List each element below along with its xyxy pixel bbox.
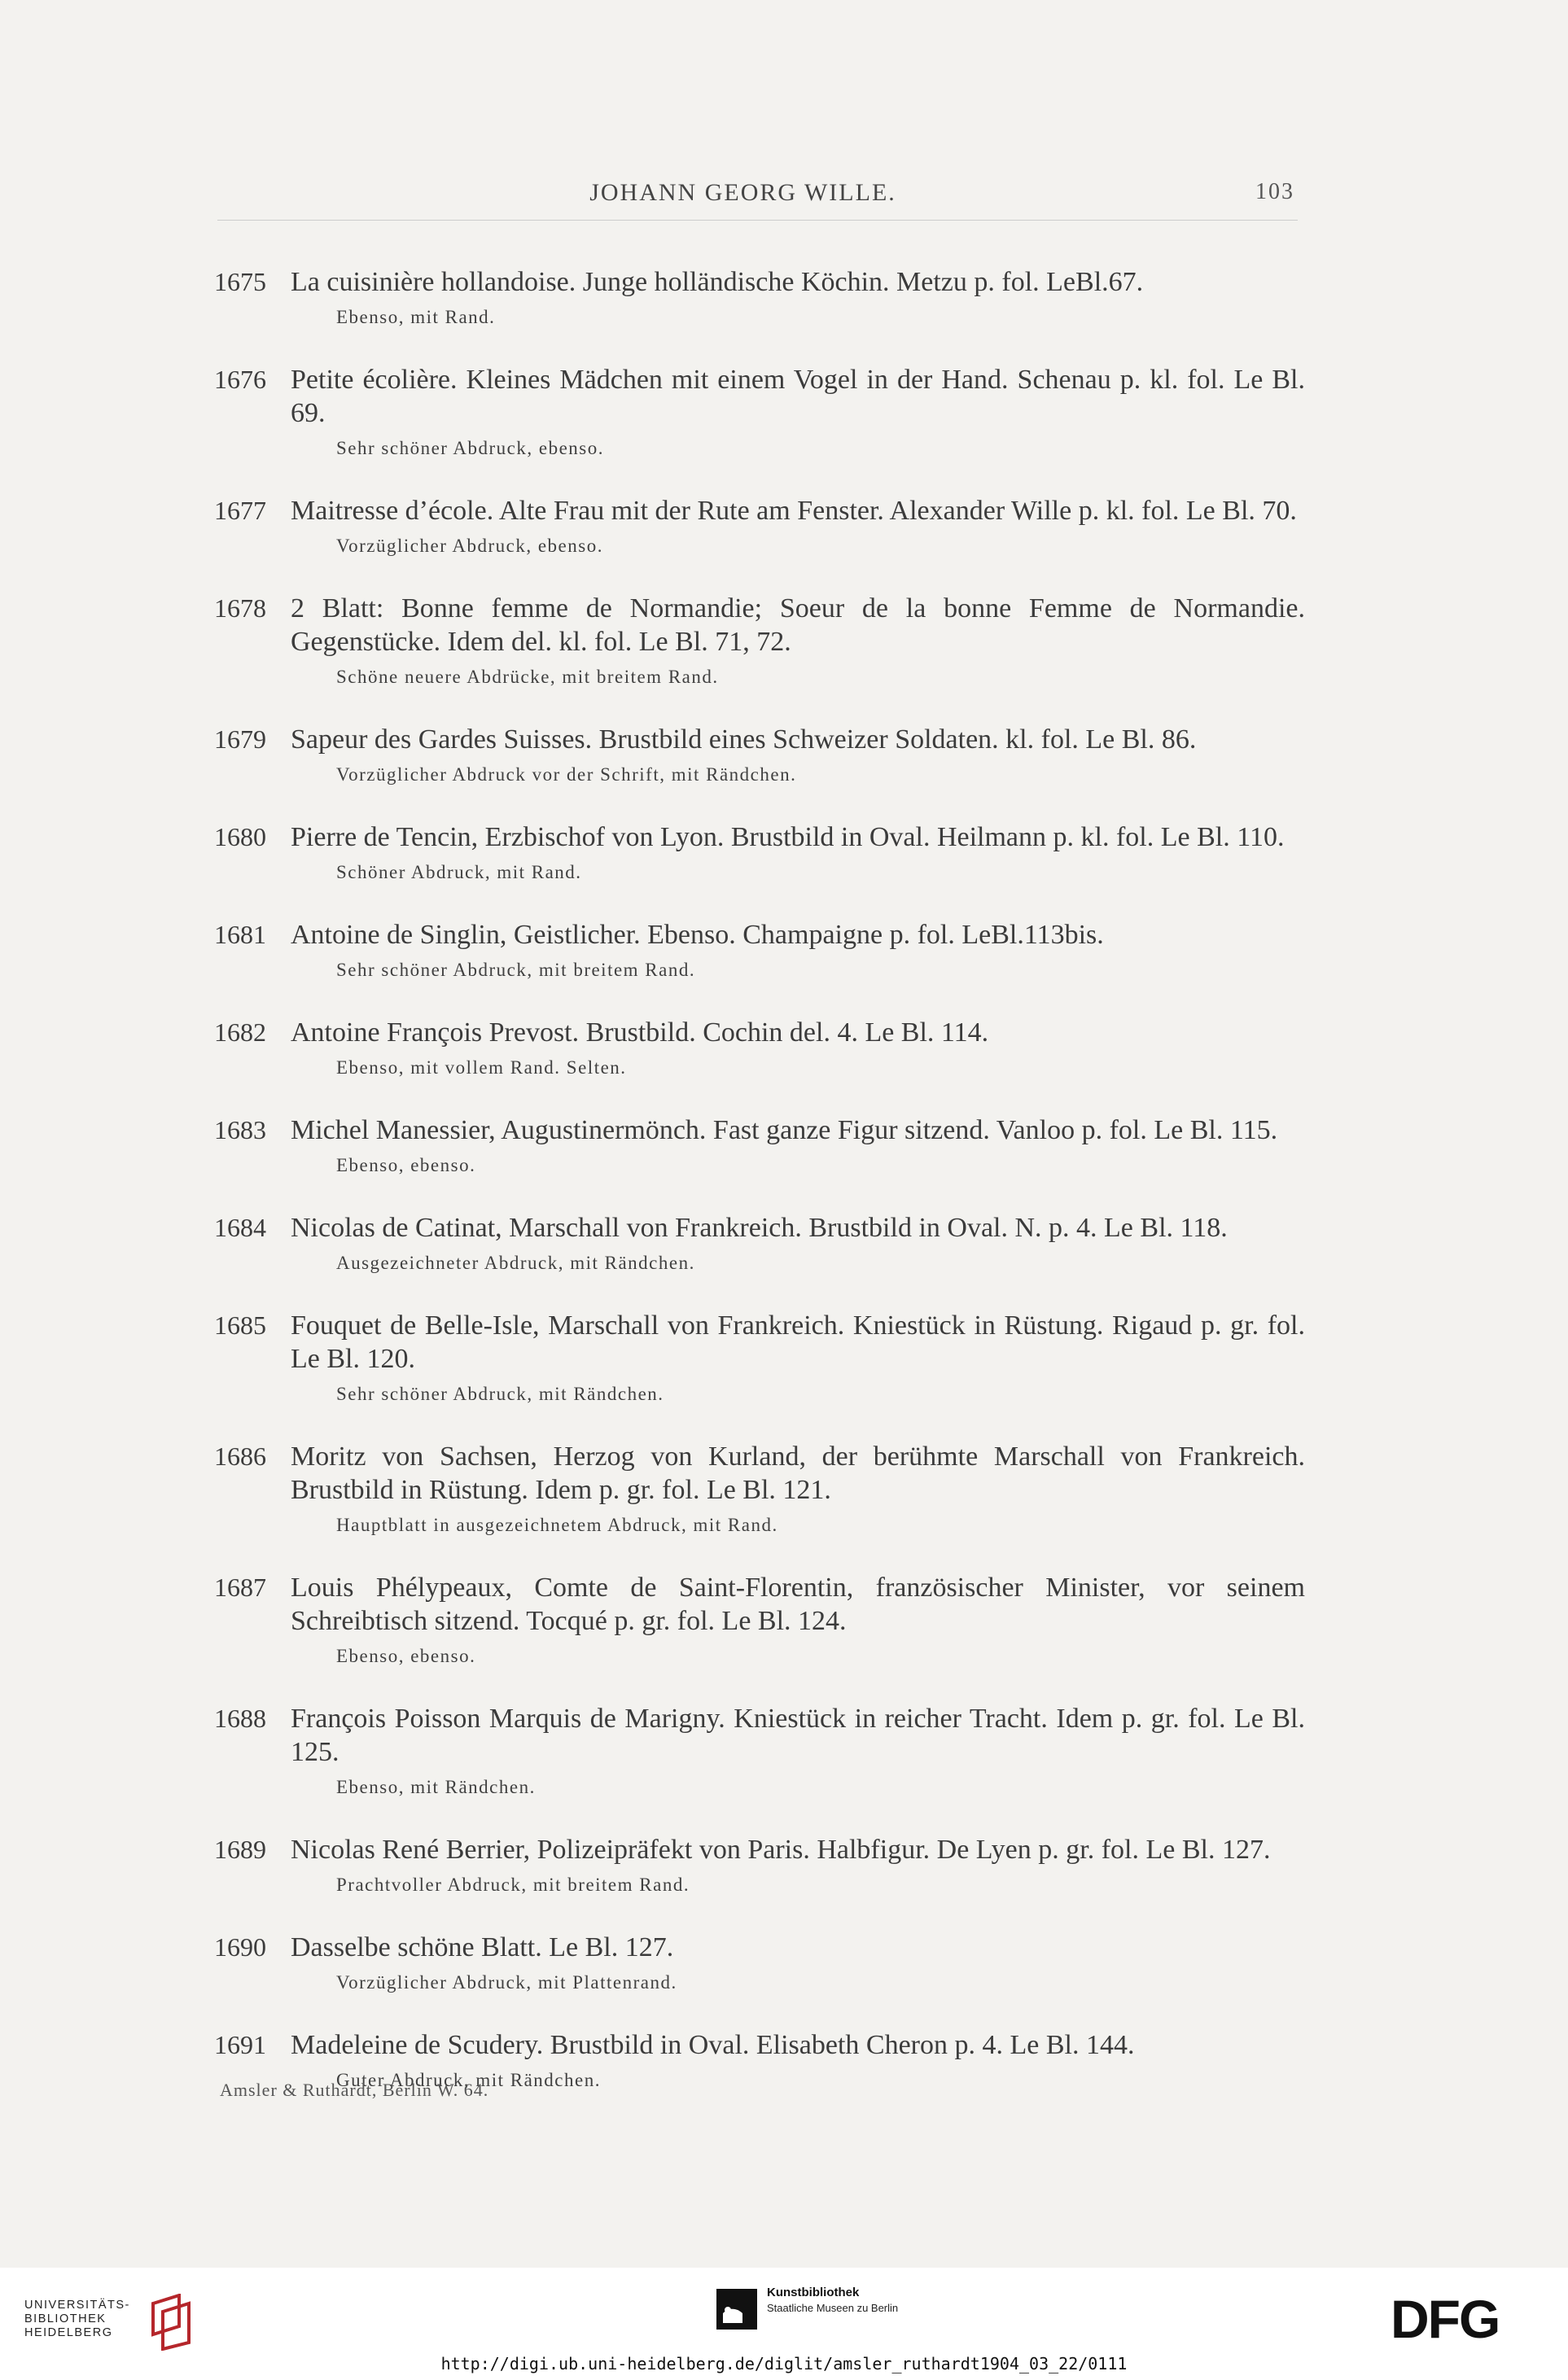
entry-text: Sapeur des Gardes Suisses. Brustbild eines Schweizer Soldaten. kl. fol. Le Bl. 86. (291, 724, 1197, 755)
document-url[interactable]: http://digi.ub.uni-heidelberg.de/diglit/amsler_ruthardt1904_03_22/0111 (440, 2354, 1128, 2373)
page-number: 103 (1255, 179, 1294, 204)
entry-note: Vorzüglicher Abdruck vor der Schrift, mit Rändchen. (336, 764, 797, 785)
entry-note: Schöner Abdruck, mit Rand. (336, 862, 582, 882)
entry-text: La cuisinière hollandoise. Junge holländische Köchin. Metzu p. fol. LeBl.67. (291, 267, 1144, 297)
entry-text: Dasselbe schöne Blatt. Le Bl. 127. (291, 1932, 674, 1962)
catalogue-entry (214, 1113, 1305, 1178)
running-title: JOHANN GEORG WILLE. (589, 179, 896, 206)
catalogue-entry (214, 918, 1305, 982)
entry-note: Ebenso, mit Rändchen. (336, 1777, 536, 1797)
entry-note: Vorzüglicher Abdruck, mit Plattenrand. (336, 1972, 677, 1993)
entry-text: Antoine François Prevost. Brustbild. Cochin del. 4. Le Bl. 114. (291, 1017, 989, 1048)
entry-note: Vorzüglicher Abdruck, ebenso. (336, 536, 603, 556)
entry-note: Guter Abdruck, mit Rändchen. (336, 2070, 601, 2090)
entry-text: François Poisson Marquis de Marigny. Kniestück in reicher Tracht. Idem p. gr. fol. Le Bl. 125. (291, 1704, 1305, 1767)
library-name (24, 2299, 130, 2340)
catalogue-entries (214, 265, 1305, 2126)
kunstbibliothek-subtitle: Staatliche Museen zu Berlin (767, 2302, 899, 2314)
entry-note: Sehr schöner Abdruck, mit breitem Rand. (336, 960, 696, 980)
page-header (191, 179, 1294, 215)
catalogue-entry (214, 1211, 1305, 1275)
entry-note: Ebenso, mit vollem Rand. Selten. (336, 1057, 627, 1078)
entry-number: 1685 (214, 1310, 266, 1340)
entry-text: Michel Manessier, Augustinermönch. Fast ganze Figur sitzend. Vanloo p. fol. Le Bl. 115. (291, 1115, 1278, 1145)
entry-number: 1686 (214, 1442, 266, 1471)
catalogue-entry (214, 820, 1305, 885)
entry-note: Hauptblatt in ausgezeichnetem Abdruck, mit Rand. (336, 1515, 778, 1535)
catalogue-entry (214, 1571, 1305, 1669)
entry-text: Nicolas René Berrier, Polizeipräfekt von Paris. Halbfigur. De Lyen p. gr. fol. Le Bl. 127. (291, 1835, 1271, 1865)
entry-number: 1680 (214, 822, 266, 851)
smb-emblem-icon (716, 2289, 757, 2330)
catalogue-entry (214, 1931, 1305, 1995)
catalogue-entry (214, 363, 1305, 461)
entry-note: Prachtvoller Abdruck, mit breitem Rand. (336, 1875, 690, 1895)
entry-text: Maitresse d’école. Alte Frau mit der Rute am Fenster. Alexander Wille p. kl. fol. Le Bl. 70. (291, 496, 1297, 526)
entry-number: 1682 (214, 1017, 266, 1047)
heidelberg-library-logo[interactable] (24, 2299, 195, 2347)
entry-number: 1690 (214, 1932, 266, 1962)
entry-number: 1675 (214, 267, 266, 296)
entry-number: 1678 (214, 593, 266, 623)
entry-note: Ausgezeichneter Abdruck, mit Rändchen. (336, 1253, 695, 1273)
entry-text: Moritz von Sachsen, Herzog von Kurland, der berühmte Marschall von Frankreich. Brustbild in Rüstung. Idem p. gr. fol. Le Bl. 121. (291, 1442, 1305, 1505)
catalogue-entry (214, 723, 1305, 787)
entry-text: Antoine de Singlin, Geistlicher. Ebenso. Champaigne p. fol. LeBl.113bis. (291, 920, 1104, 950)
entry-number: 1684 (214, 1213, 266, 1242)
entry-text: Nicolas de Catinat, Marschall von Frankreich. Brustbild in Oval. N. p. 4. Le Bl. 118. (291, 1213, 1228, 1243)
entry-note: Ebenso, mit Rand. (336, 307, 496, 327)
catalogue-entry (214, 1702, 1305, 1800)
entry-text: Petite écolière. Kleines Mädchen mit einem Vogel in der Hand. Schenau p. kl. fol. Le Bl. 69. (291, 365, 1305, 428)
entry-note: Ebenso, ebenso. (336, 1646, 476, 1666)
library-name-line: HEIDELBERG (24, 2326, 113, 2339)
catalogue-entry (214, 494, 1305, 558)
header-rule (217, 220, 1298, 221)
kunstbibliothek-name: Kunstbibliothek (767, 2286, 860, 2299)
entry-text: Madeleine de Scudery. Brustbild in Oval. Elisabeth Cheron p. 4. Le Bl. 144. (291, 2030, 1135, 2060)
dfg-logo[interactable]: DFG (1391, 2289, 1500, 2349)
entry-number: 1689 (214, 1835, 266, 1864)
entry-text: Fouquet de Belle-Isle, Marschall von Frankreich. Kniestück in Rüstung. Rigaud p. gr. fol. Le Bl. 120. (291, 1310, 1305, 1374)
library-name-line: UNIVERSITÄTS- (24, 2299, 130, 2312)
entry-note: Sehr schöner Abdruck, mit Rändchen. (336, 1384, 664, 1404)
entry-note: Ebenso, ebenso. (336, 1155, 476, 1175)
entry-number: 1681 (214, 920, 266, 949)
entry-text: 2 Blatt: Bonne femme de Normandie; Soeur de la bonne Femme de Normandie. Gegenstücke. Idem del. kl. fol. Le Bl. 71, 72. (291, 593, 1305, 657)
entry-note: Sehr schöner Abdruck, ebenso. (336, 438, 605, 458)
catalogue-entry (214, 1016, 1305, 1080)
catalogue-entry (214, 592, 1305, 689)
catalogue-entry (214, 265, 1305, 330)
entry-text: Louis Phélypeaux, Comte de Saint-Florentin, französischer Minister, vor seinem Schreibtisch sitzend. Tocqué p. gr. fol. Le Bl. 124. (291, 1573, 1305, 1636)
entry-number: 1679 (214, 724, 266, 754)
catalogue-entry (214, 1440, 1305, 1538)
library-emblem-icon (147, 2294, 199, 2351)
publisher-imprint: Amsler & Ruthardt, Berlin W. 64. (220, 2080, 489, 2100)
entry-number: 1676 (214, 365, 266, 394)
entry-number: 1691 (214, 2030, 266, 2059)
kunstbibliothek-logo[interactable] (716, 2284, 944, 2333)
entry-number: 1683 (214, 1115, 266, 1144)
entry-number: 1688 (214, 1704, 266, 1733)
catalogue-entry (214, 1309, 1305, 1407)
entry-number: 1687 (214, 1573, 266, 1602)
entry-number: 1677 (214, 496, 266, 525)
catalogue-entry (214, 1833, 1305, 1897)
library-name-line: BIBLIOTHEK (24, 2312, 107, 2325)
entry-note: Schöne neuere Abdrücke, mit breitem Rand. (336, 667, 719, 687)
entry-text: Pierre de Tencin, Erzbischof von Lyon. Brustbild in Oval. Heilmann p. kl. fol. Le Bl. 110. (291, 822, 1285, 852)
